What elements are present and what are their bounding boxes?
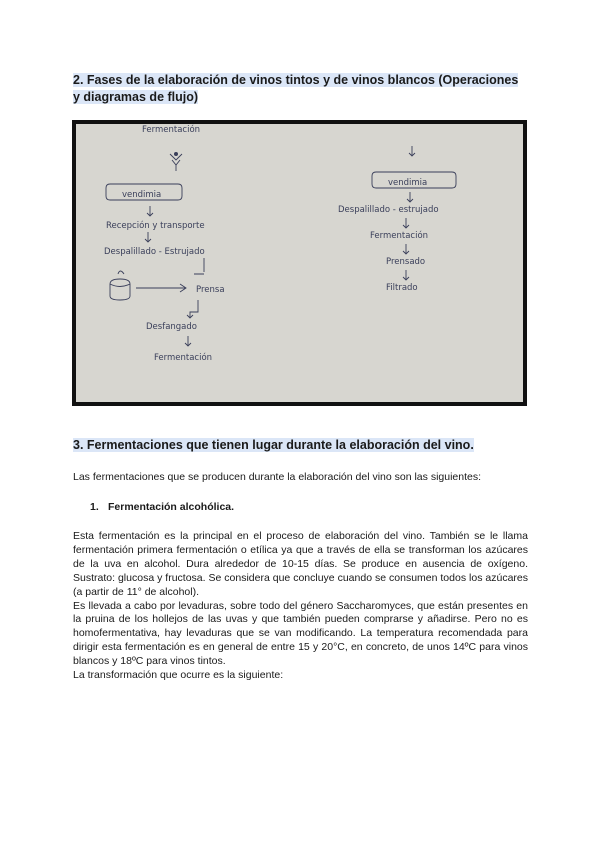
red-box-label: vendimia bbox=[122, 190, 162, 200]
body-text bbox=[73, 530, 528, 683]
paragraph-1: Esta fermentación es la principal en el proceso de elaboración del vino. También se le llama fermentación primera fermentación o etílica ya que a través de ella se transforman los azúcares de la uva en alcohol. Dura alrededor de 10-15 días. Se produce en ausencia de oxígeno. Sustrato: glucosa y fructosa. Se considera que concluye cuando se consumen todos los azúcares (a partir de 11° de alcohol). bbox=[73, 530, 528, 598]
red-step-2: Recepción y transporte bbox=[106, 221, 205, 231]
handwritten-diagram bbox=[76, 124, 523, 402]
paragraph-3: La transformación que ocurre es la siguiente: bbox=[73, 669, 284, 682]
tank-icon bbox=[110, 271, 130, 300]
arrow-1 bbox=[147, 206, 153, 216]
arrow-w0 bbox=[409, 146, 415, 156]
list-item-1-number: 1. bbox=[90, 501, 99, 513]
section-2-heading-text: 2. Fases de la elaboración de vinos tintos y de vinos blancos (Operaciones y diagramas de flujo) bbox=[73, 73, 519, 104]
grape-icon bbox=[170, 152, 182, 171]
list-item-1 bbox=[90, 501, 234, 514]
paragraph-2: Es llevada a cabo por levaduras, sobre todo del género Saccharomyces, que están presentes en la pruina de los hollejos de las uvas y que también pueden comprarse y añadirse. Pero no es homofermentativa, hay levaduras que se van modificando. La temperatura recomendada para dirigir esta fermentación es en general de entre 15 y 20°C, en concreto, de unos 14ºC para vinos blancos y 18ºC para vinos tintos. bbox=[73, 599, 528, 668]
arrow-w3 bbox=[403, 244, 409, 254]
white-step-5: Filtrado bbox=[386, 283, 418, 293]
white-step-4: Prensado bbox=[386, 257, 426, 267]
section-3-heading-text: 3. Fermentaciones que tienen lugar durante la elaboración del vino. bbox=[73, 438, 474, 452]
top-label: Fermentación bbox=[142, 125, 201, 135]
arrow-w1 bbox=[407, 192, 413, 202]
list-item-1-label: Fermentación alcohólica. bbox=[108, 501, 235, 513]
red-step-3: Despalillado - Estrujado bbox=[104, 247, 205, 257]
white-step-2: Despalillado - estrujado bbox=[338, 205, 439, 215]
white-box-label: vendimia bbox=[388, 178, 428, 188]
red-step-6: Fermentación bbox=[154, 353, 213, 363]
red-press: Prensa bbox=[196, 285, 225, 295]
intro-text: Las fermentaciones que se producen durante la elaboración del vino son las siguientes: bbox=[73, 471, 482, 483]
flow-diagram-photo bbox=[72, 120, 527, 406]
arrow-w2 bbox=[403, 218, 409, 228]
red-step-5: Desfangado bbox=[146, 322, 197, 332]
arrow-w4 bbox=[403, 270, 409, 280]
white-step-3: Fermentación bbox=[370, 231, 429, 241]
section-2-heading bbox=[73, 72, 528, 105]
arrow-4 bbox=[187, 300, 198, 318]
arrow-2 bbox=[145, 232, 151, 242]
arrow-to-press bbox=[136, 284, 186, 292]
handwritten-paper bbox=[76, 124, 523, 402]
arrow-3 bbox=[194, 258, 204, 274]
section-3-heading bbox=[73, 437, 474, 453]
arrow-5 bbox=[185, 336, 191, 346]
